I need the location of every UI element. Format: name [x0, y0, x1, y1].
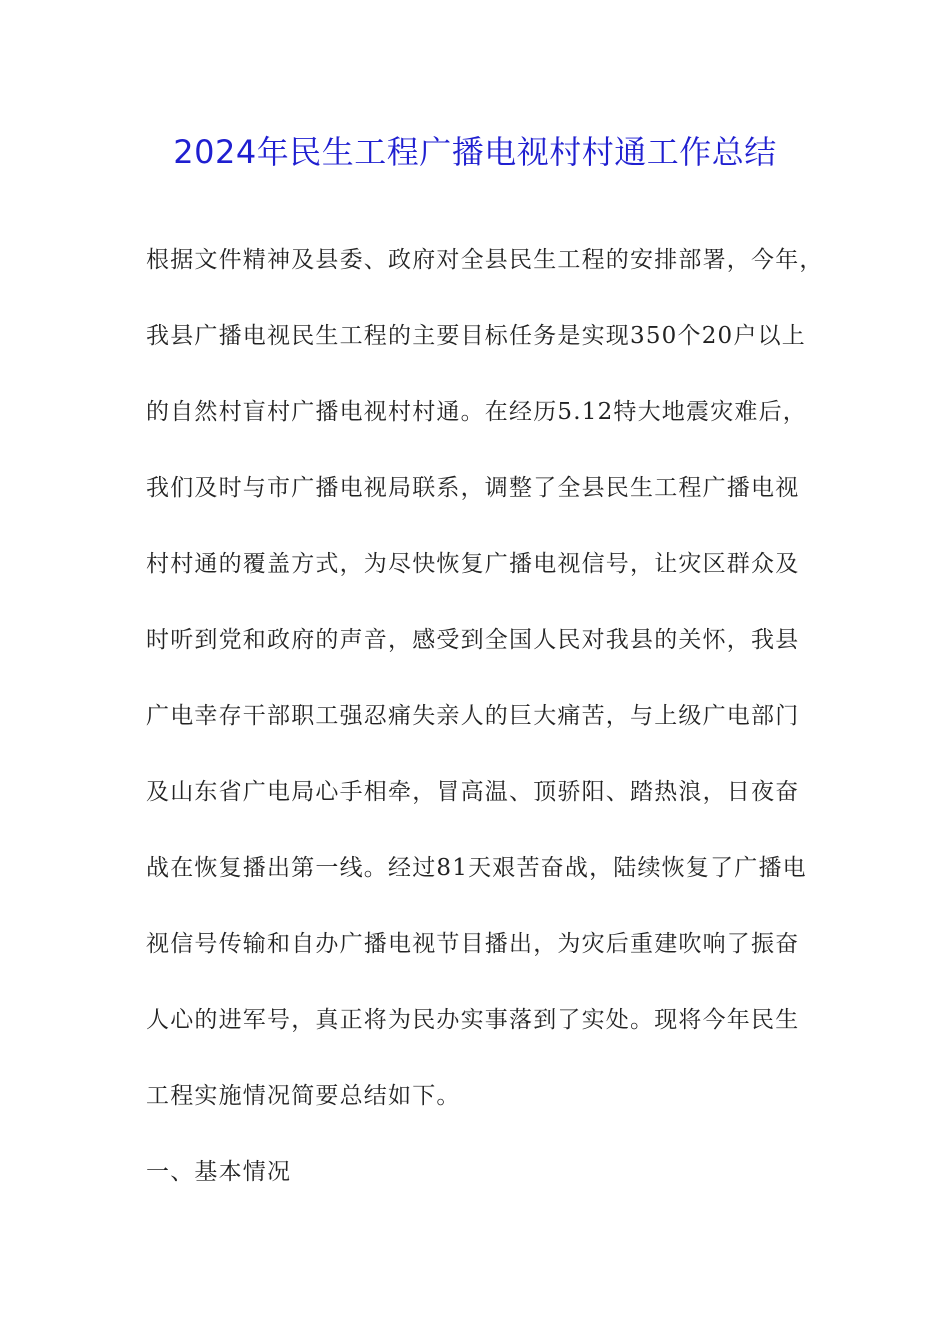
body-line-11: 人心的进军号，真正将为民办实事落到了实处。现将今年民生: [146, 1007, 800, 1033]
body-line-8: 及山东省广电局心手相牵，冒高温、顶骄阳、踏热浪，日夜奋: [146, 779, 800, 805]
section-heading: 一、基本情况: [146, 1159, 292, 1185]
body-line-7: 广电幸存干部职工强忍痛失亲人的巨大痛苦，与上级广电部门: [146, 703, 800, 729]
body-line-9: 战在恢复播出第一线。经过81天艰苦奋战，陆续恢复了广播电: [146, 855, 807, 881]
body-line-10: 视信号传输和自办广播电视节目播出，为灾后重建吹响了振奋: [146, 931, 800, 957]
body-line-12: 工程实施情况简要总结如下。: [146, 1083, 461, 1109]
body-line-1: 根据文件精神及县委、政府对全县民生工程的安排部署，今年，: [146, 247, 824, 273]
body-line-2: 我县广播电视民生工程的主要目标任务是实现350个20户以上: [146, 323, 806, 349]
body-line-3: 的自然村盲村广播电视村村通。在经历5.12特大地震灾难后，: [146, 399, 808, 425]
document-title: 2024年民生工程广播电视村村通工作总结: [173, 133, 777, 171]
body-line-5: 村村通的覆盖方式，为尽快恢复广播电视信号，让灾区群众及: [146, 551, 800, 577]
body-line-6: 时听到党和政府的声音，感受到全国人民对我县的关怀，我县: [146, 627, 800, 653]
body-line-4: 我们及时与市广播电视局联系，调整了全县民生工程广播电视: [146, 475, 800, 501]
